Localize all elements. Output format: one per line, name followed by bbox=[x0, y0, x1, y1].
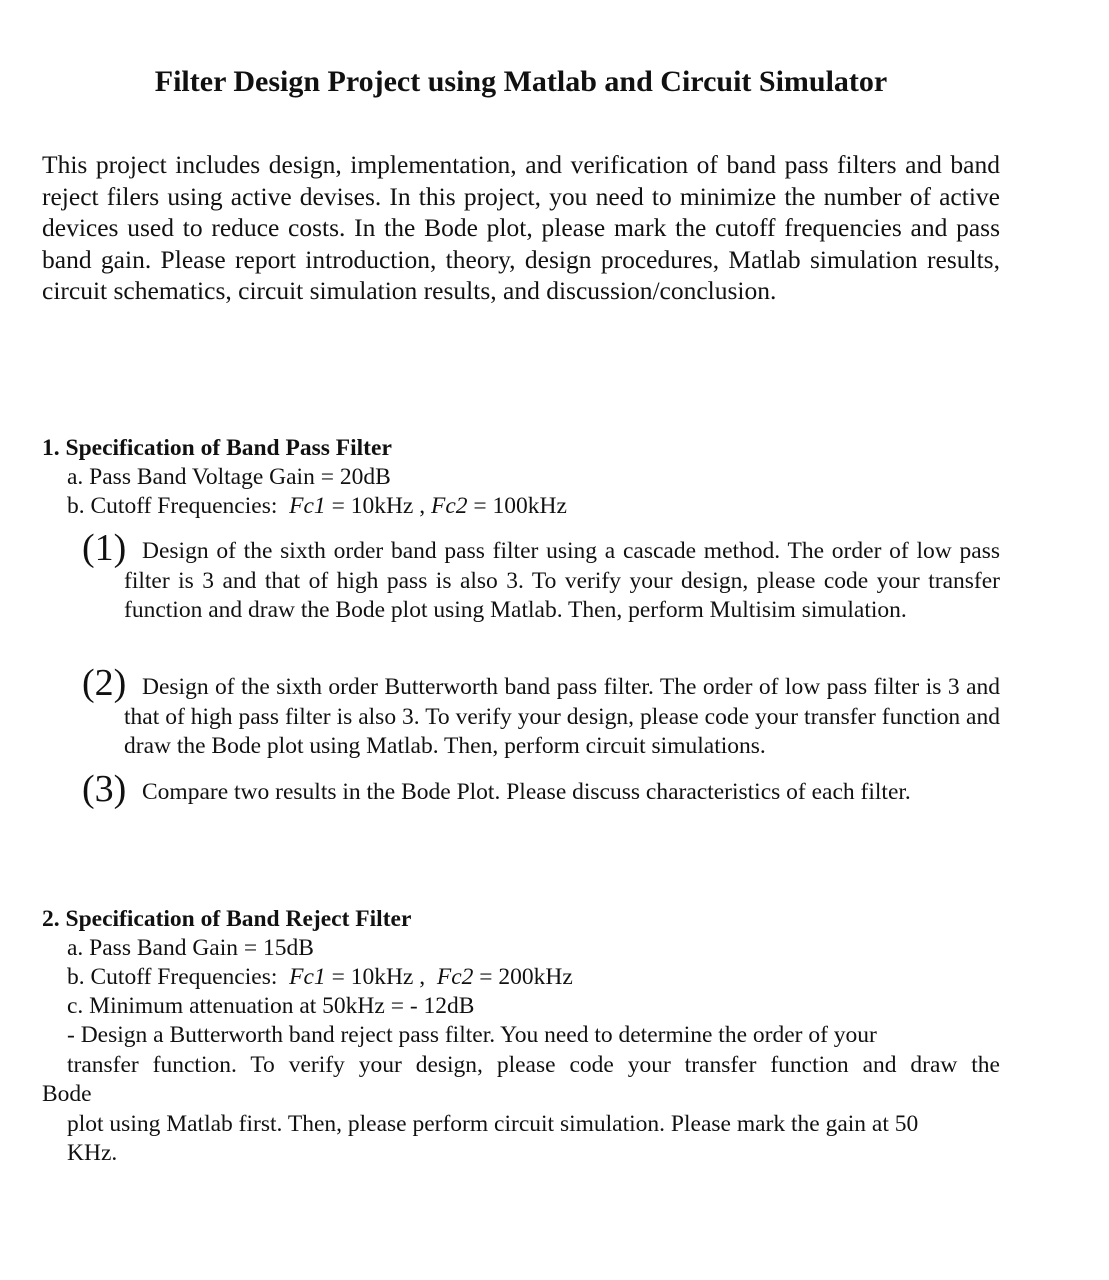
design-line-4: plot using Matlab first. Then, please perform circuit simulation. Please mark the gain at 50 bbox=[67, 1110, 919, 1137]
item2-text bbox=[124, 673, 1000, 762]
intro-paragraph: This project includes design, implementation, and verification of band pass filters and band reject filers using active devises. In this project, you need to minimize the number of active devices used to reduce costs. In the Bode plot, please mark the cutoff frequencies and pass band gain. Please report introduction, theory, design procedures, Matlab simulation results, circuit schematics, circuit simulation results, and discussion/conclusion. bbox=[42, 150, 1000, 306]
item1-number: (1) bbox=[82, 527, 127, 569]
section1-spec-cutoff bbox=[67, 491, 567, 521]
fc1-value: = 10kHz , bbox=[325, 964, 437, 990]
section2-design-text bbox=[42, 1021, 1000, 1169]
fc1-label: Fc1 bbox=[289, 964, 326, 990]
design-line-2: transfer function. To verify your design, please code your transfer function and draw the bbox=[67, 1051, 1000, 1078]
item1-text bbox=[124, 537, 1000, 626]
page-title: Filter Design Project using Matlab and Circuit Simulator bbox=[154, 65, 888, 98]
item2-paragraph: Design of the sixth order Butterworth band pass filter. The order of low pass filter is 3 and that of high pass filter is also 3. To verify your design, please code your transfer function and draw the Bode plot using Matlab. Then, perform circuit simulations. bbox=[124, 674, 1000, 760]
design-line-1: - Design a Butterworth band reject pass filter. You need to determine the order of your bbox=[67, 1022, 877, 1048]
fc2-value: = 100kHz bbox=[467, 493, 567, 519]
item1-paragraph: Design of the sixth order band pass filter using a cascade method. The order of low pass filter is 3 and that of high pass is also 3. To verify your design, please code your transfer function and draw the Bode plot using Matlab. Then, perform Multisim simulation. bbox=[124, 538, 1000, 624]
cutoff-prefix: b. Cutoff Frequencies: bbox=[67, 493, 290, 519]
section2-spec-cutoff bbox=[67, 962, 573, 992]
item3-number: (3) bbox=[82, 768, 127, 810]
section1-heading: 1. Specification of Band Pass Filter bbox=[42, 435, 392, 461]
section2-spec-attenuation: c. Minimum attenuation at 50kHz = - 12dB bbox=[67, 993, 475, 1019]
item3-text bbox=[124, 778, 1000, 808]
fc2-label: Fc2 bbox=[436, 964, 474, 990]
item2-number: (2) bbox=[82, 662, 127, 704]
fc1-value: = 10kHz , bbox=[325, 493, 431, 519]
fc2-label: Fc2 bbox=[430, 493, 468, 519]
design-line-5: KHz. bbox=[67, 1140, 118, 1166]
section1-spec-gain: a. Pass Band Voltage Gain = 20dB bbox=[67, 464, 391, 490]
cutoff-prefix: b. Cutoff Frequencies: bbox=[67, 964, 290, 990]
fc1-label: Fc1 bbox=[289, 493, 326, 519]
item3-paragraph: Compare two results in the Bode Plot. Please discuss characteristics of each filter. bbox=[142, 779, 911, 805]
section2-heading: 2. Specification of Band Reject Filter bbox=[42, 906, 412, 932]
design-line-3: Bode bbox=[42, 1081, 92, 1107]
fc2-value: = 200kHz bbox=[473, 964, 573, 990]
section2-spec-gain: a. Pass Band Gain = 15dB bbox=[67, 935, 314, 961]
